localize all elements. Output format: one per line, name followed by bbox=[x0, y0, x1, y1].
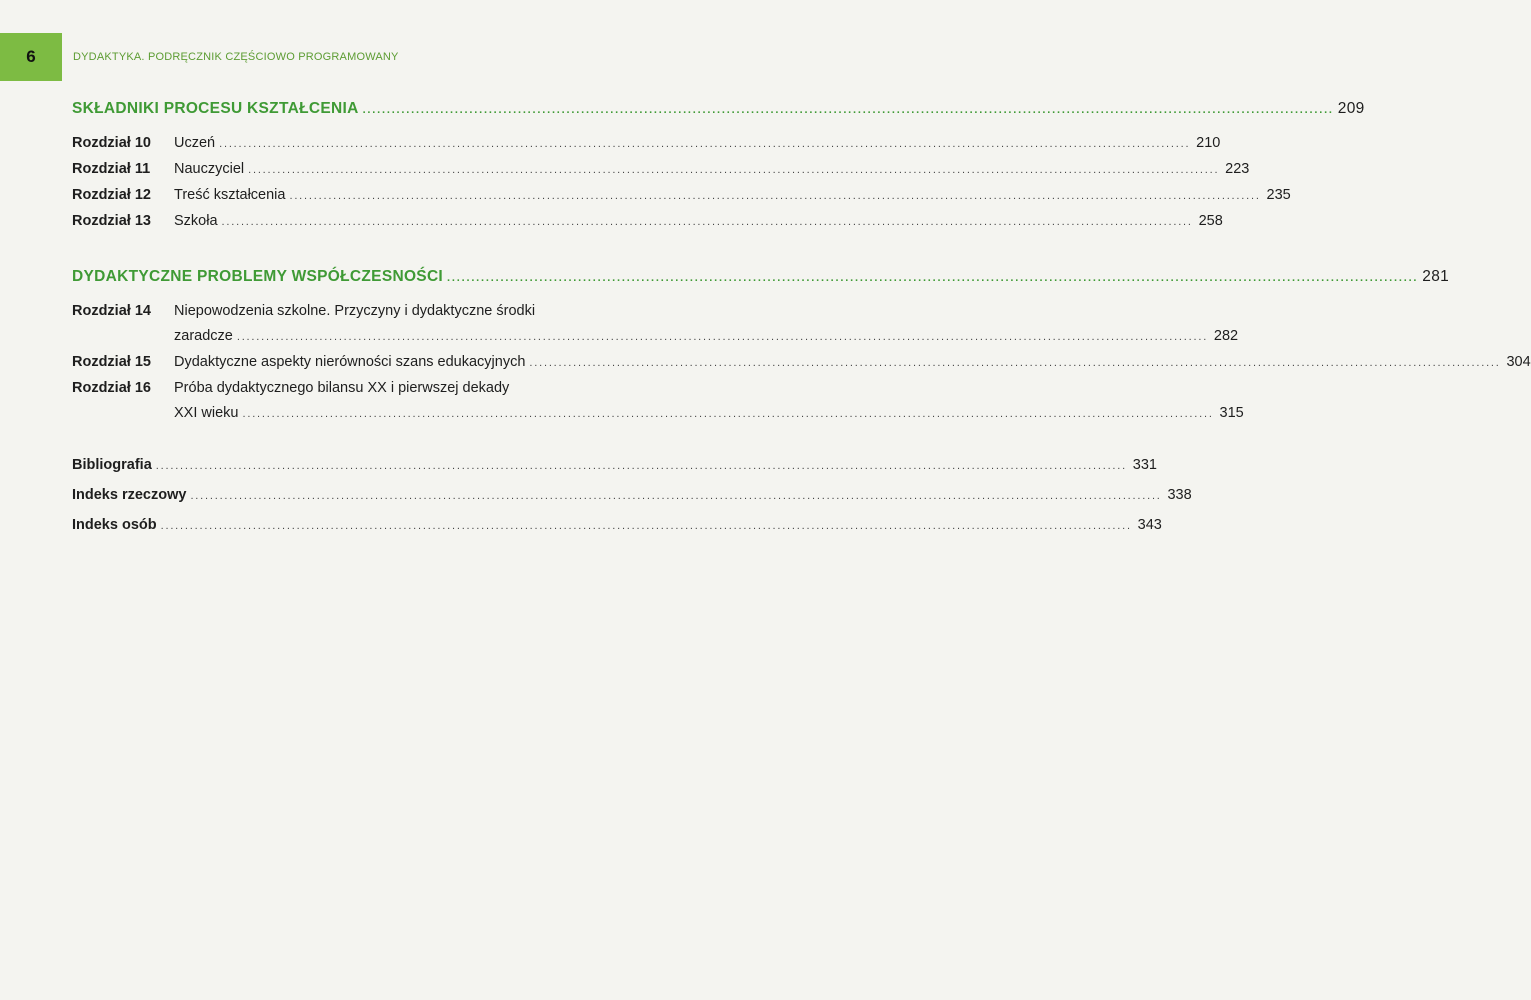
chapter-label: Rozdział 14 bbox=[72, 303, 151, 319]
dot-leader: ........................................................................................................................................................................................................ bbox=[236, 331, 1209, 343]
section-title[interactable] bbox=[72, 268, 1450, 286]
dot-leader: ........................................................................................................................................................................................................ bbox=[160, 520, 1132, 532]
dot-leader: ........................................................................................................................................................................................................ bbox=[219, 138, 1191, 150]
chapter-label: Rozdział 13 bbox=[72, 213, 151, 229]
dot-leader: ........................................................................................................................................................................................................ bbox=[529, 357, 1501, 369]
toc-entry-name-index[interactable] bbox=[72, 511, 1162, 541]
entry-title: Bibliografia bbox=[72, 457, 152, 473]
dot-leader: ........................................................................................................................................................................................................ bbox=[248, 164, 1220, 176]
back-matter bbox=[72, 451, 1192, 541]
chapter-page: 258 bbox=[1198, 213, 1223, 229]
chapter-title: Uczeń bbox=[174, 135, 216, 151]
section-title-text: SKŁADNIKI PROCESU KSZTAŁCENIA bbox=[72, 100, 359, 117]
entry-title: Indeks osób bbox=[72, 517, 157, 533]
chapter-title: Szkoła bbox=[174, 213, 218, 229]
chapter-title-continued: zaradcze bbox=[174, 328, 233, 344]
chapter-label: Rozdział 12 bbox=[72, 187, 151, 203]
toc-entry[interactable] bbox=[72, 157, 1250, 183]
dot-leader: ........................................................................................................................................................................................................ bbox=[362, 104, 1334, 116]
dot-leader: ........................................................................................................................................................................................................ bbox=[155, 460, 1127, 472]
dot-leader: ........................................................................................................................................................................................................ bbox=[221, 216, 1193, 228]
section-page: 281 bbox=[1422, 268, 1450, 285]
chapter-label: Rozdział 15 bbox=[72, 354, 151, 370]
entry-title: Indeks rzeczowy bbox=[72, 487, 187, 503]
chapter-page: 223 bbox=[1225, 161, 1250, 177]
toc-entry[interactable] bbox=[72, 299, 1239, 350]
section-page: 209 bbox=[1337, 100, 1365, 117]
toc-entry-bibliography[interactable] bbox=[72, 451, 1157, 481]
chapter-label: Rozdział 16 bbox=[72, 380, 151, 396]
toc-entry[interactable] bbox=[72, 131, 1221, 157]
dot-leader: ........................................................................................................................................................................................................ bbox=[190, 490, 1162, 502]
entry-page: 331 bbox=[1132, 457, 1157, 473]
chapter-page: 210 bbox=[1196, 135, 1221, 151]
chapter-title: Dydaktyczne aspekty nierówności szans edukacyjnych bbox=[174, 354, 526, 370]
toc-entry[interactable] bbox=[72, 183, 1291, 209]
chapter-title: Nauczyciel bbox=[174, 161, 245, 177]
toc-section-2 bbox=[72, 268, 1531, 427]
section-title-text: DYDAKTYCZNE PROBLEMY WSPÓŁCZESNOŚCI bbox=[72, 268, 444, 285]
chapter-label: Rozdział 11 bbox=[72, 161, 151, 177]
chapter-label: Rozdział 10 bbox=[72, 135, 151, 151]
chapter-page: 315 bbox=[1219, 405, 1244, 421]
toc-entry-subject-index[interactable] bbox=[72, 481, 1192, 511]
chapter-page: 282 bbox=[1213, 328, 1239, 344]
chapter-title: Treść kształcenia bbox=[174, 187, 286, 203]
toc-entry[interactable] bbox=[72, 209, 1223, 235]
running-header: DYDAKTYKA. PODRĘCZNIK CZĘŚCIOWO PROGRAMOWANY bbox=[73, 51, 399, 63]
chapter-title: Niepowodzenia szkolne. Przyczyny i dydaktyczne środki bbox=[174, 303, 536, 319]
toc-entry[interactable] bbox=[72, 376, 1244, 427]
page-number: 6 bbox=[26, 47, 36, 66]
dot-leader: ........................................................................................................................................................................................................ bbox=[242, 408, 1214, 420]
chapter-title-continued: XXI wieku bbox=[174, 405, 239, 421]
chapter-page: 304 bbox=[1506, 354, 1531, 370]
entry-page: 343 bbox=[1137, 517, 1162, 533]
toc-section-1 bbox=[72, 100, 1365, 235]
dot-leader: ........................................................................................................................................................................................................ bbox=[447, 272, 1419, 284]
toc-entry[interactable] bbox=[72, 350, 1531, 376]
chapter-page: 235 bbox=[1266, 187, 1291, 203]
dot-leader: ........................................................................................................................................................................................................ bbox=[289, 190, 1261, 202]
section-title[interactable] bbox=[72, 100, 1365, 118]
entry-page: 338 bbox=[1167, 487, 1192, 503]
chapter-title: Próba dydaktycznego bilansu XX i pierwszej dekady bbox=[174, 380, 510, 396]
page-number-tab bbox=[0, 33, 62, 81]
